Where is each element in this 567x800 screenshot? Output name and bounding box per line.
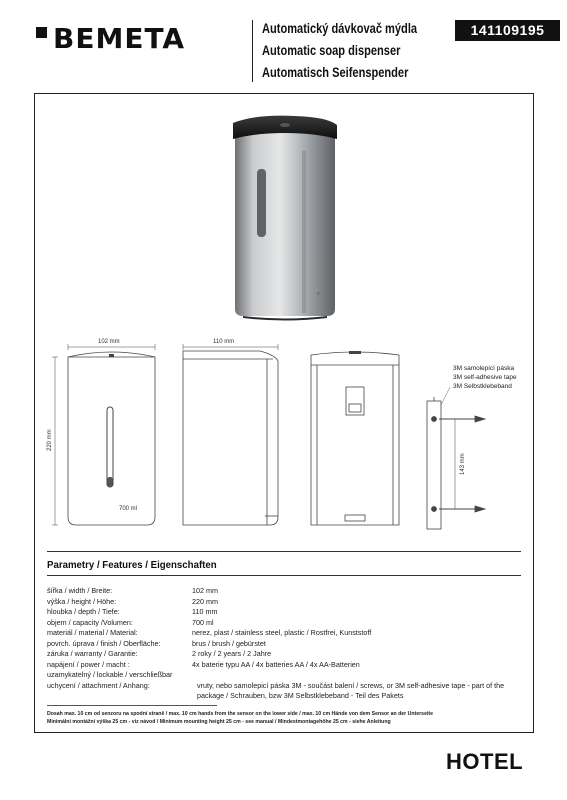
title-english: Automatic soap dispenser (262, 43, 401, 58)
features-divider (47, 575, 521, 576)
spec-label: uchycení / attachment / Anhang: (47, 680, 150, 690)
spec-label: záruka / warranty / Garantie: (47, 649, 138, 658)
installation-notes (47, 710, 527, 726)
spec-value: 110 mm (192, 607, 218, 616)
spec-row (47, 670, 527, 681)
spec-label: výška / height / Höhe: (47, 596, 117, 606)
height-dimension-label: 220 mm (47, 429, 53, 451)
title-czech: Automatický dávkovač mýdla (262, 21, 418, 36)
spec-label: napájení / power / macht : (47, 659, 130, 669)
spec-row (47, 649, 527, 660)
tape-note-english: 3M self-adhesive tape (453, 374, 517, 381)
technical-drawings (35, 329, 535, 544)
spec-row (47, 607, 527, 618)
spec-row (47, 681, 527, 701)
spec-value (192, 670, 527, 681)
depth-dimension-label: 110 mm (213, 339, 235, 345)
spec-label: hloubka / depth / Tiefe: (47, 607, 120, 616)
product-sheet-frame (34, 93, 534, 733)
title-german: Automatisch Seifenspender (262, 65, 409, 80)
spec-value: nerez, plast / stainless steel, plastic / Rostfrei, Kunststoff (192, 628, 372, 637)
features-heading: Parametry / Features / Eigenschaften (47, 559, 217, 571)
rear-view-drawing (311, 351, 399, 525)
tape-note-german: 3M Selbstklebeband (453, 383, 512, 390)
spec-table (47, 586, 527, 701)
wall-mount-drawing (427, 387, 485, 529)
sensor-range-note: Dosah max. 10 cm od senzoru na spodní straně / max. 10 cm hands from the sensor on the lower side / max. 10 cm Hände von dem Sensor an der Unterseite (47, 711, 434, 717)
spec-row (47, 639, 527, 650)
spec-label: objem / capacity /Volumen: (47, 617, 133, 627)
spec-label: povrch. úprava / finish / Oberfläche: (47, 638, 161, 648)
spec-value: 4x baterie typu AA / 4x batteries AA / 4x AA-Batterien (192, 659, 360, 669)
spec-value: vruty, nebo samolepicí páska 3M - součást balení / screws, or 3M self-adhesive tape - part of the package / Schrauben, bzw 3M Selbstklebeband - Teil des Pakets (197, 680, 505, 700)
product-photo (215, 111, 355, 326)
spec-value: 2 roky / 2 years / 2 Jahre (192, 649, 272, 658)
mounting-height-note: Minimální montážní výška 25 cm - viz návod / Minimum mounting height 25 cm - see manual / Mindestmontagehöhe 25 cm - siehe Anleitung (47, 719, 391, 725)
product-code: 141109195 (455, 20, 560, 41)
svg-text:★: ★ (316, 291, 321, 297)
spec-label: šířka / width / Breite: (47, 586, 113, 595)
logo-square-icon (36, 27, 47, 38)
spec-row (47, 597, 527, 608)
spec-label: materiál / material / Material: (47, 628, 138, 637)
capacity-marking: 700 ml (119, 506, 138, 512)
tape-note-czech: 3M samolepicí páska (453, 365, 515, 372)
spec-row (47, 618, 527, 629)
adhesive-tape-notes (453, 364, 517, 391)
brand-logo (36, 22, 185, 55)
header-divider (252, 20, 253, 82)
spec-value: brus / brush / gebürstet (192, 638, 266, 648)
spec-row (47, 628, 527, 639)
front-view-drawing (52, 344, 155, 525)
segment-label: HOTEL (446, 749, 524, 774)
side-view-drawing (183, 344, 278, 525)
width-dimension-label: 102 mm (98, 339, 120, 345)
spec-value: 102 mm (192, 586, 218, 595)
mount-spacing-label: 143 mm (460, 453, 466, 475)
spec-label: uzamykatelný / lockable / verschließbar (47, 670, 173, 679)
product-titles (262, 18, 451, 84)
spec-row (47, 586, 527, 597)
spec-value: 700 ml (192, 617, 214, 627)
spec-row (47, 660, 527, 671)
spec-value: 220 mm (192, 596, 218, 606)
section-divider (47, 551, 521, 552)
logo-wordmark: BEMETA (53, 22, 186, 55)
notes-divider (47, 705, 217, 706)
